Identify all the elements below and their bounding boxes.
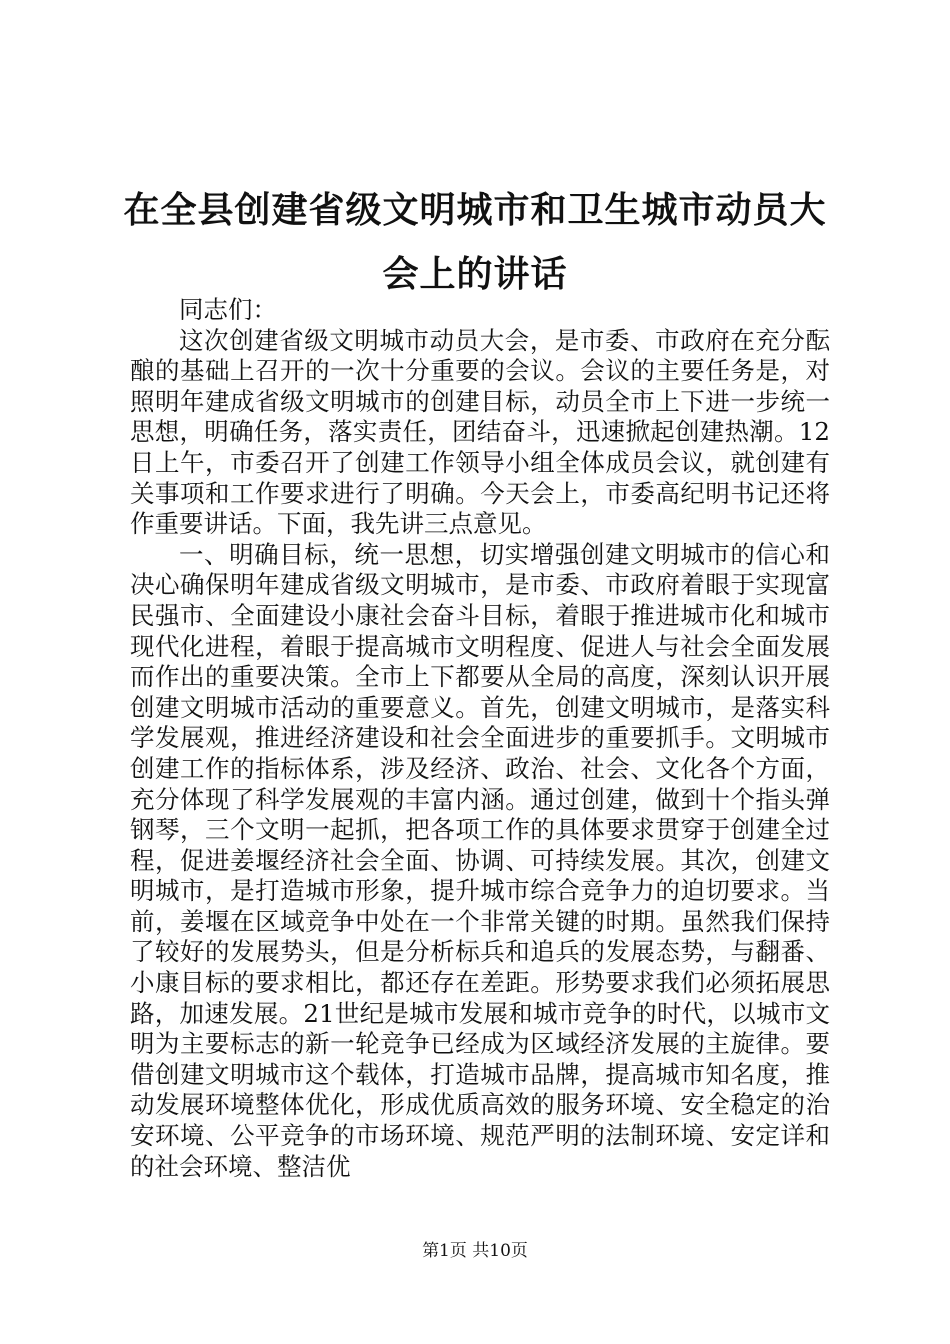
salutation-paragraph: 同志们：: [179, 295, 277, 324]
body-paragraph: 一、明确目标，统一思想，切实增强创建文明城市的信心和决心确保明年建成省级文明城市，是市委、市政府着眼于实现富民强市、全面建设小康社会奋斗目标，着眼于推进城市化和城市现代化进程，着眼于提高城市文明程度、促进人与社会全面发展而作出的重要决策。全市上下都要从全局的高度，深刻认识开展创建文明城市活动的重要意义。首先，创建文明城市，是落实科学发展观，推进经济建设和社会全面进步的重要抓手。文明城市创建工作的指标体系，涉及经济、政治、社会、文化各个方面，充分体现了科学发展观的丰富内涵。通过创建，做到十个指头弹钢琴，三个文明一起抓，把各项工作的具体要求贯穿于创建全过程，促进姜堰经济社会全面、协调、可持续发展。其次，创建文明城市，是打造城市形象，提升城市综合竞争力的迫切要求。当前，姜堰在区域竞争中处在一个非常关键的时期。虽然我们保持了较好的发展势头，但是分析标兵和追兵的发展态势，与翻番、小康目标的要求相比，都还存在差距。形势要求我们必须拓展思路，加速发展。21世纪是城市发展和城市竞争的时代，以城市文明为主要标志的新一轮竞争已经成为区域经济发展的主旋律。要借创建文明城市这个载体，打造城市品牌，提高城市知名度，推动发展环境整体优化，形成优质高效的服务环境、安全稳定的治安环境、公平竞争的市场环境、规范严明的法制环境、安定详和的社会环境、整洁优: [130, 539, 830, 1181]
document-title: 在全县创建省级文明城市和卫生城市动员大会上的讲话: [123, 189, 827, 295]
body-paragraph: 这次创建省级文明城市动员大会，是市委、市政府在充分酝酿的基础上召开的一次十分重要的会议。会议的主要任务是，对照明年建成省级文明城市的创建目标，动员全市上下进一步统一思想，明确任务，落实责任，团结奋斗，迅速掀起创建热潮。12日上午，市委召开了创建工作领导小组全体成员会议，就创建有关事项和工作要求进行了明确。今天会上，市委高纪明书记还将作重要讲话。下面，我先讲三点意见。: [130, 325, 830, 539]
document-body: [130, 295, 830, 1182]
page-number-footer: 第1页 共10页: [422, 1241, 528, 1261]
